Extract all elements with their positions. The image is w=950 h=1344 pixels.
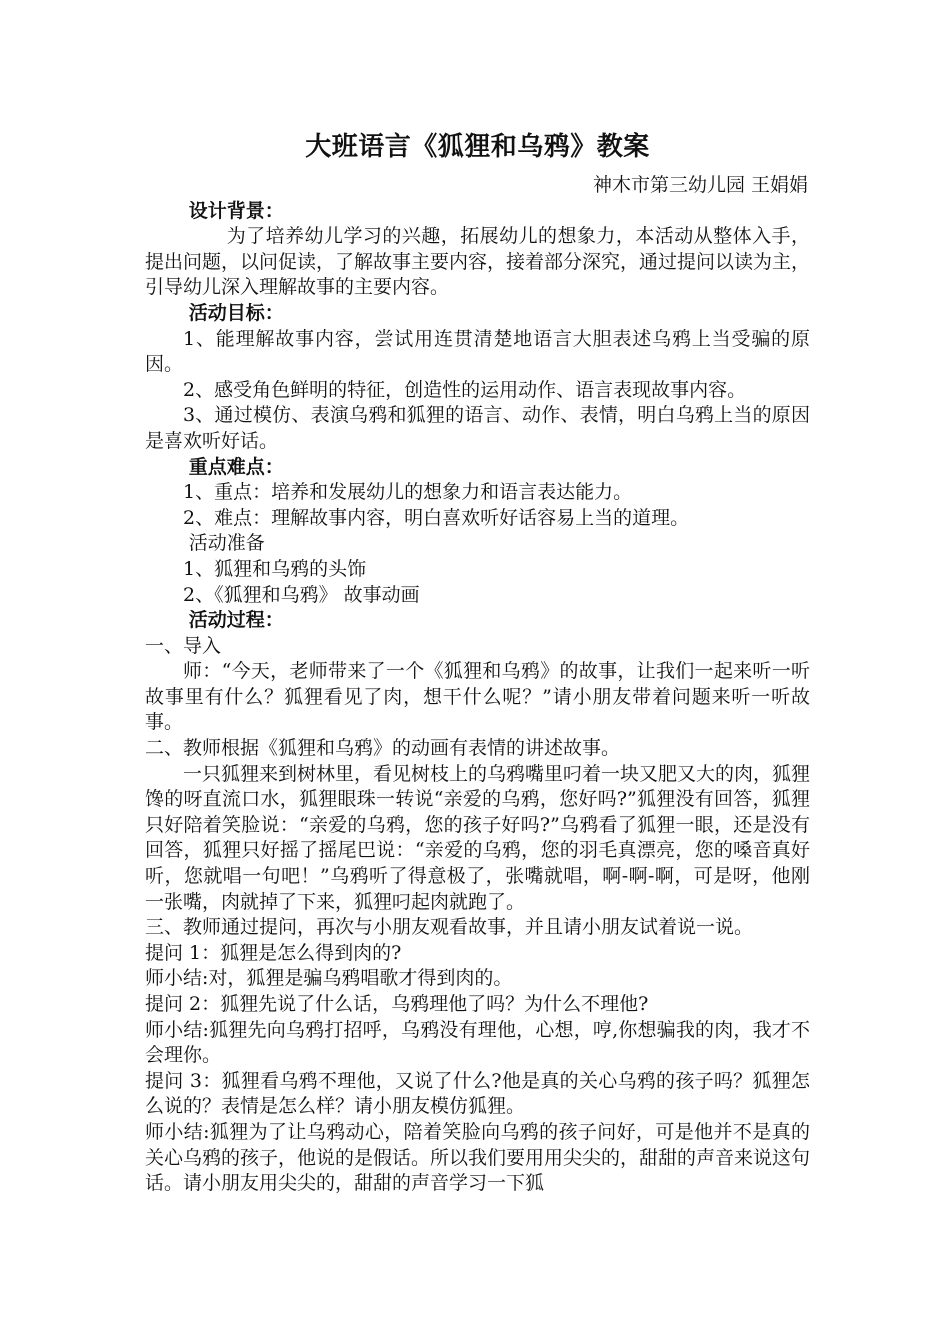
section-heading-goals: 活动目标： — [188, 301, 284, 324]
process-step-3-title: 三、教师通过提问，再次与小朋友观看故事，并且请小朋友试着说一说。 — [145, 916, 754, 939]
story-paragraph: 一只狐狸来到树林里，看见树枝上的乌鸦嘴里叼着一块又肥又大的肉，狐狸馋的呀直流口水，狐狸眼珠一转说“亲爱的乌鸦，您好吗?”狐狸没有回答，狐狸只好陪着笑脸说：“亲爱的乌鸦，您的孩子好吗?”乌鸦看了狐狸一眼，还是没有回答，狐狸只好摇了摇尾巴说：“亲爱的乌鸦，您的羽毛真漂亮，您的嗓音真好听，您就唱一句吧！”乌鸦听了得意极了，张嘴就唱，啊-啊-啊，可是呀，他刚一张嘴，肉就掉了下来，狐狸叼起肉就跑了。 — [145, 762, 811, 913]
question-1: 提问 1：狐狸是怎么得到肉的? — [145, 941, 402, 964]
goal-item-3: 3、通过模仿、表演乌鸦和狐狸的语言、动作、表情，明白乌鸦上当的原因是喜欢听好话。 — [145, 404, 810, 452]
preparation-item-2: 2、《狐狸和乌鸦》 故事动画 — [183, 583, 420, 606]
section-heading-preparation: 活动准备 — [188, 532, 265, 555]
key-point-item-2: 2、难点：理解故事内容，明白喜欢听好话容易上当的道理。 — [183, 506, 690, 529]
process-step-1-title: 一、导入 — [145, 634, 222, 657]
background-paragraph: 为了培养幼儿学习的兴趣，拓展幼儿的想象力，本活动从整体入手，提出问题，以问促读，了解故事主要内容，接着部分深究，通过提问以读为主，引导幼儿深入理解故事的主要内容。 — [145, 225, 811, 299]
goal-item-1: 1、能理解故事内容，尝试用连贯清楚地语言大胆表述乌鸦上当受骗的原因。 — [145, 327, 810, 376]
document-page — [145, 130, 810, 1197]
summary-2: 师小结:狐狸先向乌鸦打招呼，乌鸦没有理他，心想，哼,你想骗我的肉，我才不会理你。 — [145, 1018, 810, 1067]
author-line: 神木市第三幼儿园 王娟娟 — [592, 174, 808, 196]
preparation-item-1: 1、狐狸和乌鸦的头饰 — [183, 557, 367, 580]
section-heading-background: 设计背景： — [188, 199, 284, 222]
process-step-1-paragraph: 师：“今天，老师带来了一个《狐狸和乌鸦》的故事，让我们一起来听一听故事里有什么？狐狸看见了肉，想干什么呢？”请小朋友带着问题来听一听故事。 — [145, 660, 810, 734]
section-heading-key-points: 重点难点： — [188, 455, 284, 478]
summary-3: 师小结:狐狸为了让乌鸦动心，陪着笑脸向乌鸦的孩子问好，可是他并不是真的关心乌鸦的孩子，他说的是假话。所以我们要用用尖尖的，甜甜的声音来说这句话。请小朋友用尖尖的，甜甜的声音学习一下狐 — [145, 1120, 811, 1195]
question-3: 提问 3：狐狸看乌鸦不理他，又说了什么?他是真的关心乌鸦的孩子吗？狐狸怎么说的？表情是怎么样？请小朋友模仿狐狸。 — [145, 1069, 810, 1118]
goal-item-2: 2、感受角色鲜明的特征，创造性的运用动作、语言表现故事内容。 — [183, 378, 747, 401]
document-title: 大班语言《狐狸和乌鸦》教案 — [305, 132, 650, 162]
section-heading-process: 活动过程： — [188, 609, 284, 632]
question-2: 提问 2：狐狸先说了什么话，乌鸦理他了吗？为什么不理他? — [145, 993, 649, 1015]
process-step-2-title: 二、教师根据《狐狸和乌鸦》的动画有表情的讲述故事。 — [145, 737, 621, 760]
summary-1: 师小结:对，狐狸是骗乌鸦唱歌才得到肉的。 — [145, 967, 513, 990]
key-point-item-1: 1、重点：培养和发展幼儿的想象力和语言表达能力。 — [183, 481, 633, 504]
